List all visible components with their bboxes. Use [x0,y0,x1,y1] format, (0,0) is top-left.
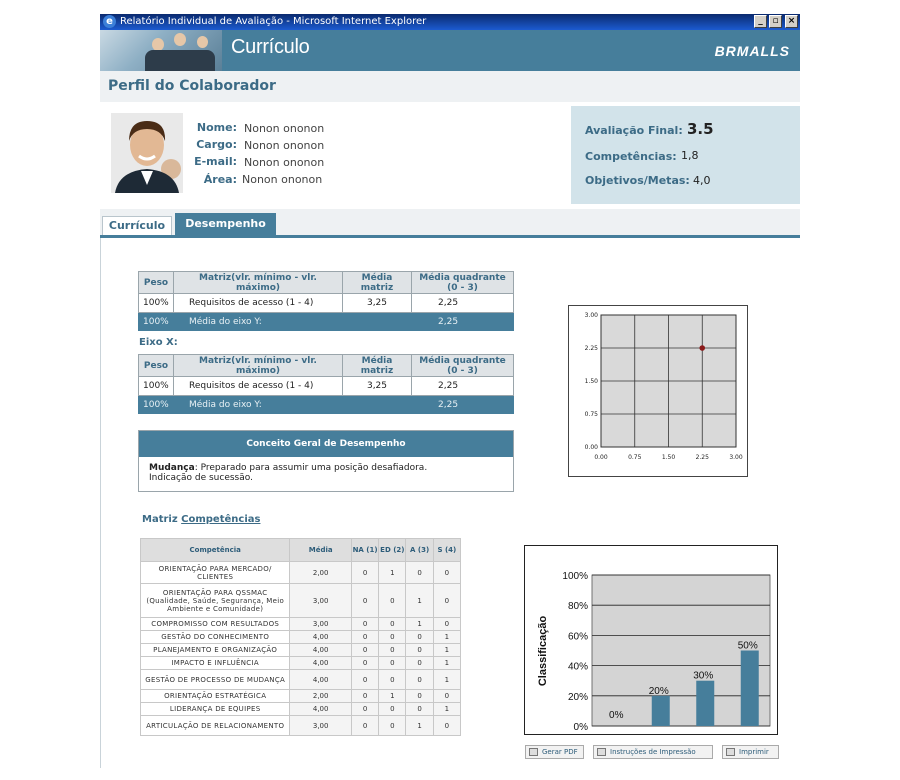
col-competencia: Competência [141,539,290,562]
cell: 1 [433,670,460,690]
y-tick-label: 100% [562,571,588,582]
col-peso: Peso [139,355,174,377]
competency-name: ARTICULAÇÃO DE RELACIONAMENTO [141,716,290,736]
cell: 4,00 [290,703,352,716]
cell: 0 [351,631,378,644]
cell: 0 [406,703,433,716]
concept-term: Mudança [149,463,195,473]
col-matriz: Matriz(vlr. mínimo - vlr. máximo) [174,355,343,377]
cell: 0 [379,703,406,716]
generate-pdf-label: Gerar PDF [542,748,578,756]
competencies-table [140,538,461,736]
data-label: 20% [648,685,669,697]
y-tick-label: 80% [567,601,588,613]
table-row [141,618,461,631]
col-media-matriz: Média matriz [343,355,412,377]
cell: 3,00 [290,716,352,736]
competency-name: LIDERANÇA DE EQUIPES [141,703,290,716]
performance-concept-box [138,430,514,492]
table-row [141,716,461,736]
competency-name: PLANEJAMENTO E ORGANIZAÇÃO [141,644,290,657]
print-instructions-button[interactable] [593,745,713,759]
y-tick-label: 2.25 [584,345,598,352]
cell: 0 [379,716,406,736]
cell: 1 [379,690,406,703]
cell: 4,00 [290,657,352,670]
competency-name: ORIENTAÇÃO PARA QSSMAC (Qualidade, Saúde, Segurança, Meio Ambiente e Comunidade) [141,584,290,618]
matrix-competencias-title [142,514,260,525]
competency-name: COMPROMISSO COM RESULTADOS [141,618,290,631]
table-row [139,294,514,313]
x-tick-label: 0.75 [628,454,642,461]
cell: 0 [351,562,378,584]
cell: 0 [351,618,378,631]
cell: 2,25 [412,396,514,414]
classification-bar-chart [524,545,778,735]
data-label: 30% [693,670,714,682]
col-peso: Peso [139,272,174,294]
competencies-label: Competências: [585,150,677,163]
y-tick-label: 0% [573,722,588,733]
competency-name: GESTÃO DO CONHECIMENTO [141,631,290,644]
x-tick-label: 1.50 [661,454,676,461]
tab-strip [100,209,800,238]
concept-text-2: Indicação de sucessão. [149,473,253,483]
print-instructions-label: Instruções de Impressão [610,748,696,756]
competency-name: IMPACTO E INFLUÊNCIA [141,657,290,670]
cell: 0 [433,716,460,736]
name-value: Nonon ononon [244,122,325,135]
cell: 0 [379,618,406,631]
table-row [141,670,461,690]
ie-icon: e [103,15,116,28]
x-tick-label: 0.00 [594,454,608,461]
maximize-button[interactable]: ▫ [769,15,782,28]
cell: 1 [433,631,460,644]
y-tick-label: 40% [567,661,588,673]
cell: 2,00 [290,562,352,584]
table-row [139,377,514,396]
page-title: Perfil do Colaborador [108,78,276,94]
evaluation-summary [571,106,800,204]
matrix-y-table [138,271,514,331]
table-row [141,657,461,670]
x-tick-label: 2.25 [695,454,709,461]
profile-header [100,71,800,102]
cell: 3,00 [290,584,352,618]
final-evaluation-value: 3.5 [687,120,714,138]
cell [343,396,412,414]
role-label: Cargo: [196,138,237,151]
app-title: Currículo [231,36,310,58]
summary-row [139,396,514,414]
cell: 2,00 [290,690,352,703]
generate-pdf-button[interactable] [525,745,584,759]
y-tick-label: 1.50 [584,378,598,385]
cell: 4,00 [290,670,352,690]
col-media-matriz: Média matriz [343,272,412,294]
col-s: S (4) [433,539,460,562]
banner-photo [100,30,222,71]
table-row [141,703,461,716]
cell: 2,25 [412,313,514,331]
cell: 0 [433,690,460,703]
print-label: Imprimir [739,748,769,756]
cell: 0 [351,690,378,703]
cell: 0 [379,584,406,618]
competency-name: GESTÃO DE PROCESSO DE MUDANÇA [141,670,290,690]
concept-body [139,457,513,489]
col-matriz: Matriz(vlr. mínimo - vlr. máximo) [174,272,343,294]
y-tick-label: 20% [567,691,588,703]
cell: 1 [406,584,433,618]
cell: 3,25 [343,294,412,313]
goals-value: 4,0 [693,174,711,187]
brand-logo: BRMALLS [714,43,790,59]
printer-icon [726,748,735,756]
cell: 4,00 [290,631,352,644]
cell: 0 [379,670,406,690]
cell: 0 [406,631,433,644]
area-value: Nonon ononon [242,173,323,186]
y-tick-label: 0.75 [584,411,598,418]
concept-text: : Preparado para assumir uma posição desafiadora. [194,463,428,473]
area-label: Área: [203,173,237,186]
y-tick-label: 60% [567,631,588,643]
col-na: NA (1) [351,539,378,562]
role-value: Nonon ononon [244,139,325,152]
cell: 0 [379,631,406,644]
cell: 0 [433,562,460,584]
cell: 0 [433,618,460,631]
final-evaluation-label: Avaliação Final: [585,124,683,137]
bar [696,681,714,726]
matrix-x-table [138,354,514,414]
table-row [141,644,461,657]
data-point [699,345,705,351]
col-media: Média [290,539,352,562]
cell: 0 [379,644,406,657]
col-media-quadrante: Média quadrante (0 - 3) [412,272,514,294]
cell: 0 [351,716,378,736]
cell: 3,00 [290,618,352,631]
cell: 0 [406,690,433,703]
cell: 1 [433,657,460,670]
competency-name: ORIENTAÇÃO PARA MERCADO/ CLIENTES [141,562,290,584]
table-row [141,562,461,584]
table-row [141,631,461,644]
cell: 0 [351,657,378,670]
cell [343,313,412,331]
cell: Requisitos de acesso (1 - 4) [174,294,343,313]
cell: 0 [406,670,433,690]
tab-curriculo[interactable]: Currículo [102,216,172,235]
printer-icon [597,748,606,756]
cell: 0 [406,644,433,657]
col-a: A (3) [406,539,433,562]
cell: 100% [139,313,174,331]
table-row [141,690,461,703]
col-media-quadrante: Média quadrante (0 - 3) [412,355,514,377]
cell: Média do eixo Y: [174,313,343,331]
cell: 1 [379,562,406,584]
content-border [100,238,101,768]
cell: 100% [139,377,174,396]
cell: 4,00 [290,644,352,657]
cell: 100% [139,396,174,414]
col-ed: ED (2) [379,539,406,562]
cell: 0 [406,657,433,670]
goals-label: Objetivos/Metas: [585,174,690,187]
window-title-bar [100,14,800,30]
axis-x-caption: Eixo X: [139,337,178,348]
tab-desempenho[interactable]: Desempenho [175,213,276,236]
cell: 100% [139,294,174,313]
cell: 1 [433,644,460,657]
y-tick-label: 3.00 [584,312,598,319]
cell: 2,25 [412,377,514,396]
email-label: E-mail: [194,155,237,168]
window-title: Relatório Individual de Avaliação - Microsoft Internet Explorer [120,16,427,27]
pdf-icon [529,748,538,756]
competencies-value: 1,8 [681,149,699,162]
minimize-button[interactable]: _ [754,15,767,28]
data-label: 0% [609,710,624,721]
cell: 1 [406,618,433,631]
cell: 2,25 [412,294,514,313]
cell: 3,25 [343,377,412,396]
x-tick-label: 3.00 [729,454,743,461]
email-value: Nonon ononon [244,156,325,169]
cell: 0 [379,657,406,670]
matrix-prefix: Matriz [142,514,182,525]
y-tick-label: 0.00 [584,444,598,451]
summary-row [139,313,514,331]
header-banner [100,30,800,71]
cell: 0 [351,584,378,618]
cell: Requisitos de acesso (1 - 4) [174,377,343,396]
print-button[interactable] [722,745,779,759]
concept-header: Conceito Geral de Desempenho [139,431,513,457]
cell: 1 [433,703,460,716]
data-label: 50% [737,640,758,652]
bar [741,651,759,727]
cell: 0 [351,670,378,690]
bar [652,696,670,726]
cell: Média do eixo Y: [174,396,343,414]
competency-name: ORIENTAÇÃO ESTRATÉGICA [141,690,290,703]
cell: 0 [433,584,460,618]
competencias-link[interactable]: Competências [181,514,261,525]
table-row [141,584,461,618]
close-button[interactable]: × [785,15,798,28]
cell: 1 [406,716,433,736]
name-label: Nome: [196,121,237,134]
cell: 0 [351,644,378,657]
cell: 0 [351,703,378,716]
quadrant-scatter-chart [568,305,748,477]
y-axis-label: Classificação [537,615,549,687]
cell: 0 [406,562,433,584]
